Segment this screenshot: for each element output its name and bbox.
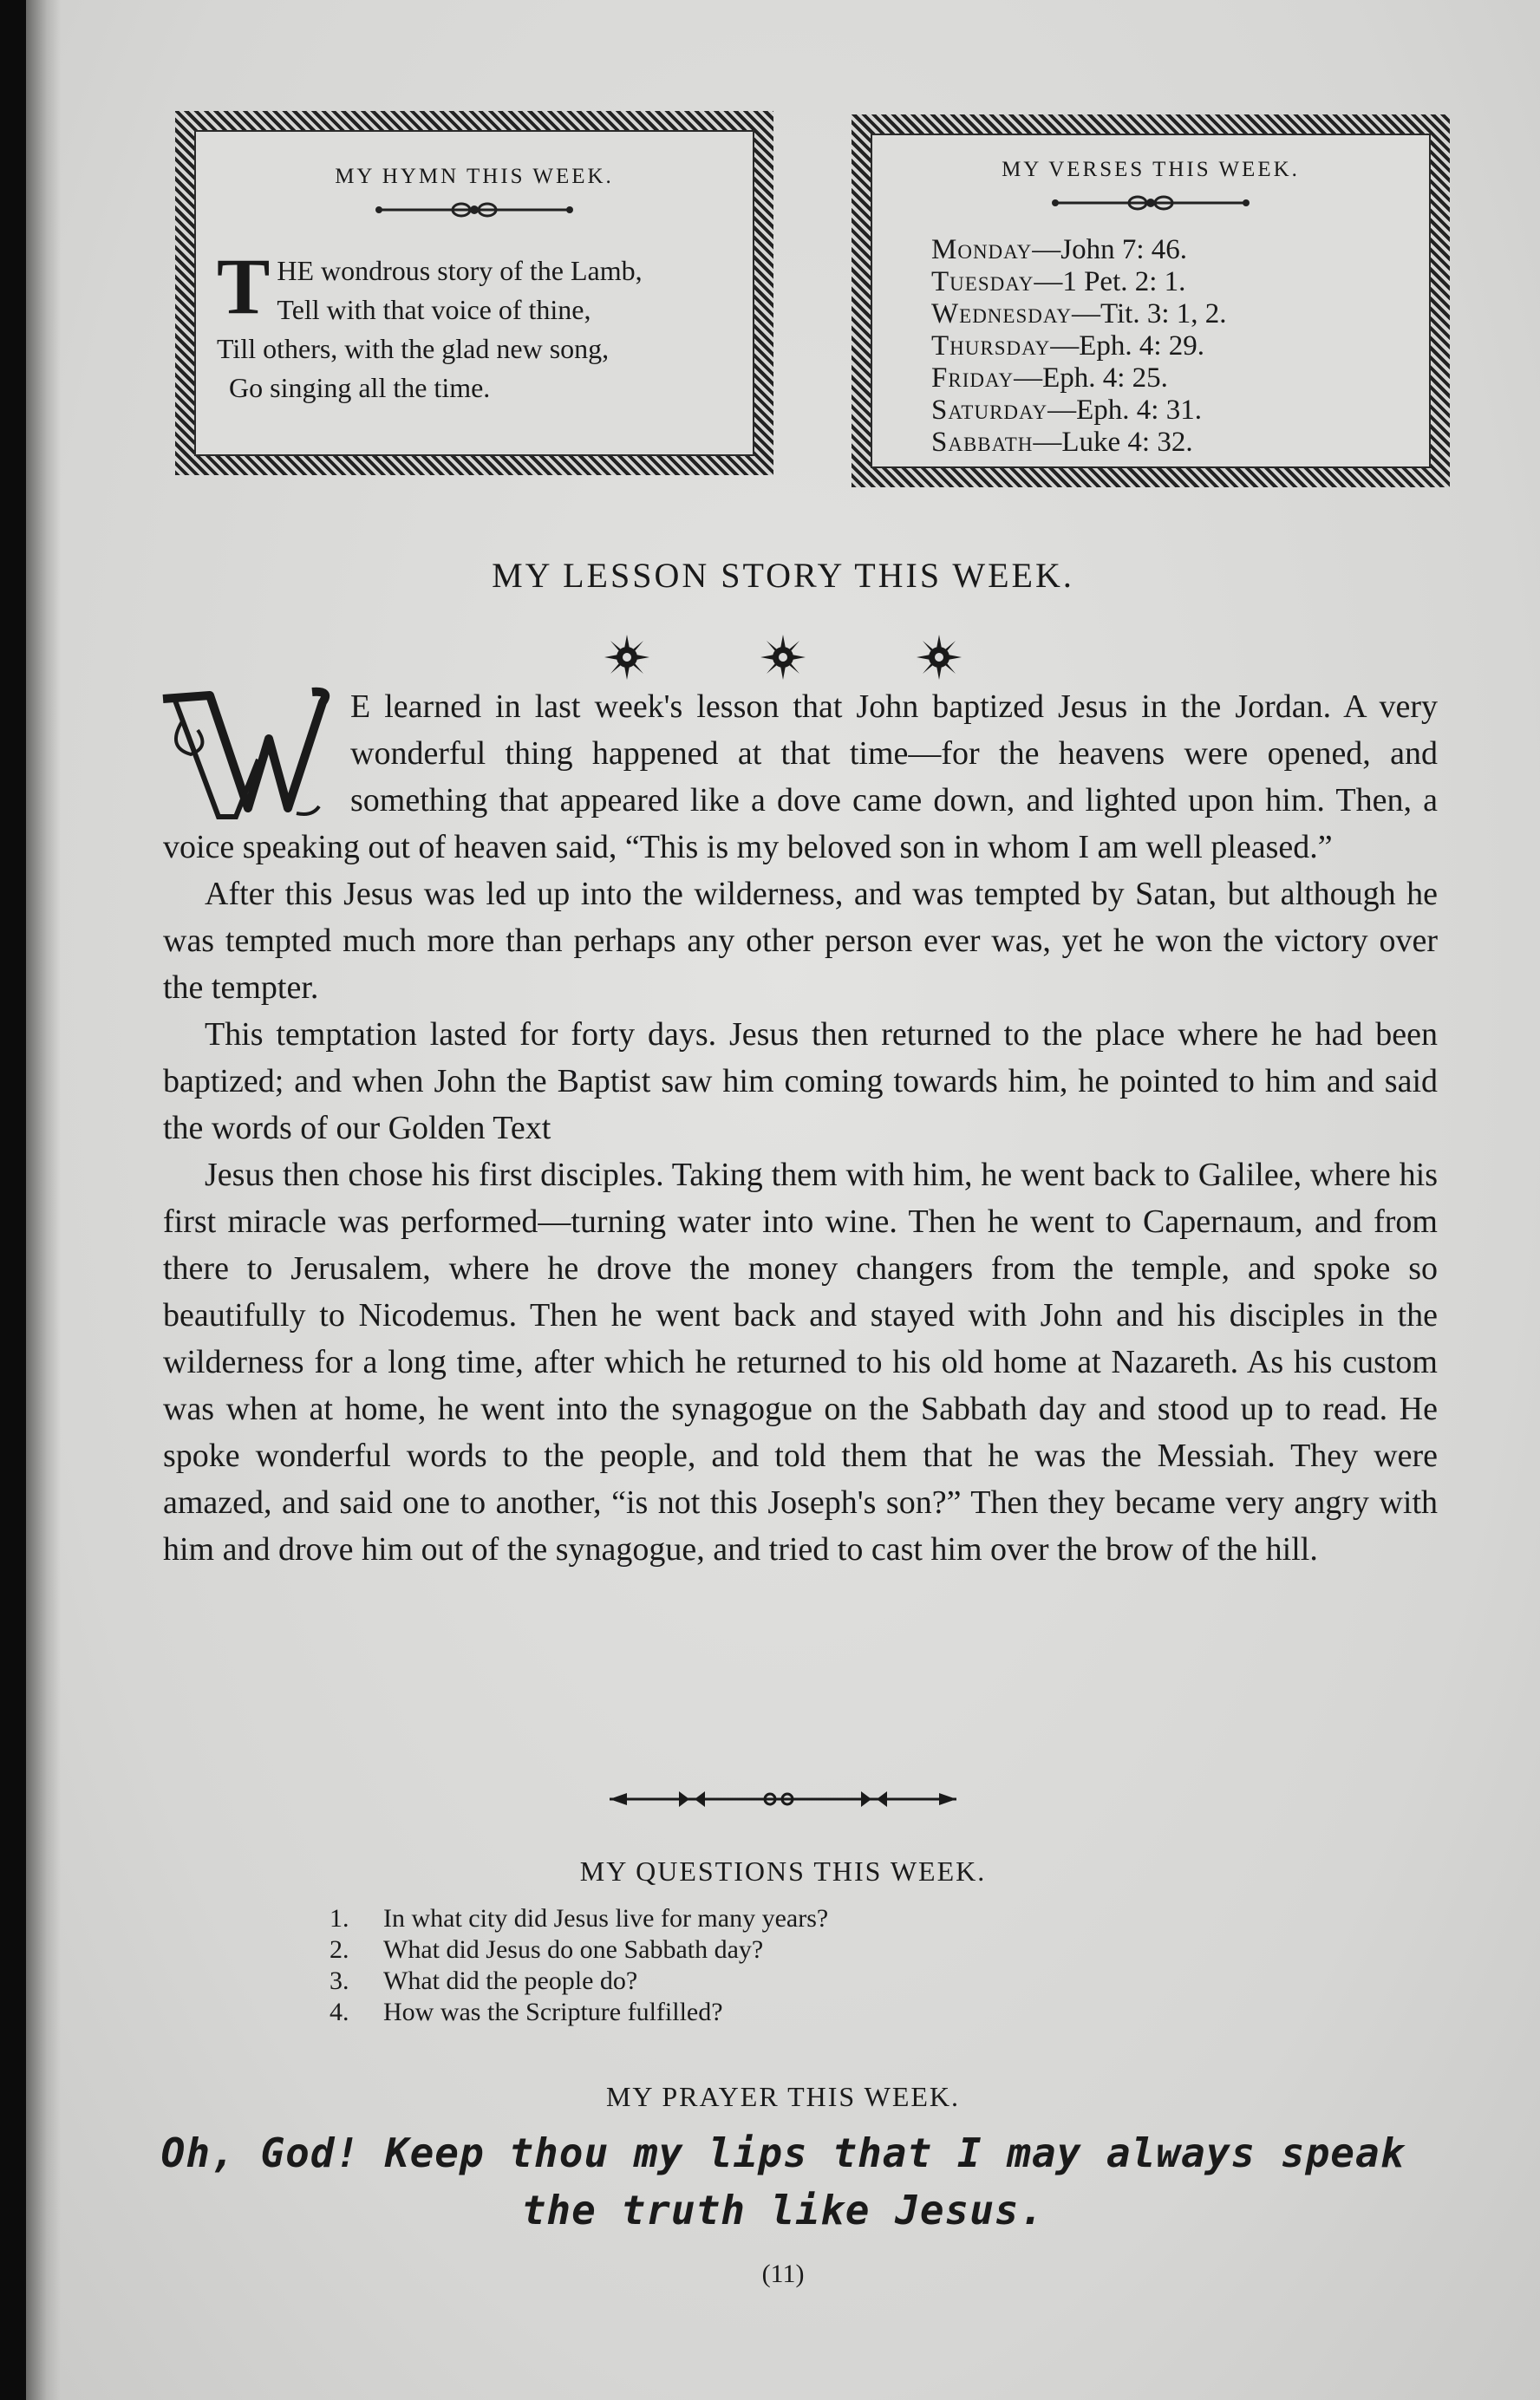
- divider-ornament: [26, 1786, 1540, 1816]
- verse-day: Friday: [931, 362, 1015, 394]
- verse-ref: —Eph. 4: 29.: [1050, 330, 1205, 362]
- question-item: [330, 1934, 828, 1966]
- verses-title: MY VERSES THIS WEEK.: [1002, 158, 1300, 181]
- verse-row: [931, 427, 1227, 459]
- hymn-line: Go singing all the time.: [229, 372, 491, 403]
- verse-day: Tuesday: [931, 266, 1034, 297]
- verse-ref: —Eph. 4: 25.: [1014, 362, 1168, 394]
- hymn-line: Tell with that voice of thine,: [277, 294, 591, 325]
- verse-row: [931, 266, 1227, 298]
- divider-icon: [601, 1786, 965, 1812]
- verse-day: Sabbath: [931, 427, 1034, 458]
- question-number: 3.: [330, 1966, 349, 1995]
- verse-ref: —Tit. 3: 1, 2.: [1071, 298, 1227, 329]
- verse-row: [931, 395, 1227, 427]
- dropcap-w-letter: [158, 687, 338, 824]
- lesson-paragraph: Jesus then chose his first disciples. Taking them with him, he went back to Galilee, where his first miracle was performed—turning water into wine. Then he went to Capernaum, and from there to Jerusalem, where he drove the money changers from the temple, and spoke so beautifully to Nicodemus. Then he went back and stayed with John and his disciples in the wilderness for a long time, after which he returned to his old home at Nazareth. As his custom was when at home, he went into the synagogue on the Sabbath day and stood up to read. He spoke wonderful words to the people, and told them that he was the Messiah. They were amazed, and said one to another, “is not this Joseph's son?” Then they became very angry with him and drove him out of the synagogue, and tried to cast him over the brow of the hill.: [163, 1157, 1438, 1568]
- lesson-paragraph: E learned in last week's lesson that John baptized Jesus in the Jordan. A very wonderful thing happened at that time—for the heavens were opened, and something that appeared like a dove came down, and lighted upon him. Then, a voice speaking out of heaven said, “This is my beloved son in whom I am well pleased.”: [163, 688, 1438, 865]
- question-number: 1.: [330, 1904, 349, 1933]
- verse-ref: —Luke 4: 32.: [1033, 427, 1193, 458]
- page-number: (11): [761, 2260, 805, 2288]
- question-item: [330, 1966, 828, 1997]
- question-item: [330, 1903, 828, 1934]
- prayer-line: Oh, God! Keep thou my lips that I may always speak: [160, 2129, 1406, 2176]
- questions-title: MY QUESTIONS THIS WEEK.: [579, 1855, 987, 1887]
- verse-row: [931, 298, 1227, 330]
- verse-ref: —1 Pet. 2: 1.: [1034, 266, 1186, 297]
- questions-list: [330, 1903, 828, 2028]
- verse-row: [931, 330, 1227, 362]
- lesson-story: [163, 683, 1438, 1573]
- hymn-line: Till others, with the glad new song,: [217, 333, 610, 364]
- hymn-title: MY HYMN THIS WEEK.: [335, 165, 614, 188]
- verse-row: [931, 362, 1227, 395]
- prayer-line: the truth like Jesus.: [521, 2187, 1045, 2234]
- lesson-title: MY LESSON STORY THIS WEEK.: [492, 556, 1074, 595]
- verses-list: [931, 234, 1227, 459]
- hymn-line: HE wondrous story of the Lamb,: [277, 255, 643, 286]
- verse-day: Thursday: [931, 330, 1051, 362]
- hymn-box: [175, 111, 773, 475]
- star-icon: [759, 633, 807, 682]
- verse-day: Saturday: [931, 395, 1048, 426]
- verse-day: Monday: [931, 234, 1033, 265]
- question-number: 2.: [330, 1935, 349, 1964]
- star-icon: [603, 633, 651, 682]
- verse-day: Wednesday: [931, 298, 1072, 329]
- book-page: [26, 0, 1540, 2400]
- page-edge-shadow: [26, 0, 61, 2400]
- question-text: What did the people do?: [383, 1966, 638, 1995]
- question-text: How was the Scripture fulfilled?: [383, 1998, 723, 2026]
- lesson-paragraph: After this Jesus was led up into the wilderness, and was tempted by Satan, but although he was tempted much more than perhaps any other person ever was, yet he won the victory over the tempter.: [163, 876, 1438, 1006]
- question-text: What did Jesus do one Sabbath day?: [383, 1935, 764, 1964]
- verse-row: [931, 234, 1227, 266]
- prayer-title: MY PRAYER THIS WEEK.: [605, 2081, 961, 2112]
- verse-ref: —John 7: 46.: [1032, 234, 1188, 265]
- star-icon: [915, 633, 963, 682]
- star-ornaments: [26, 633, 1540, 686]
- hymn-dropcap: T: [217, 242, 271, 330]
- prayer-text: [26, 2124, 1540, 2239]
- lesson-paragraph: This temptation lasted for forty days. Jesus then returned to the place where he had been baptized; and when John the Baptist saw him coming towards him, he pointed to him and said the words of our Golden Text: [163, 1016, 1438, 1146]
- hymn-text: [217, 242, 737, 408]
- verses-box: [852, 114, 1450, 487]
- verse-ref: —Eph. 4: 31.: [1047, 395, 1202, 426]
- question-number: 4.: [330, 1998, 349, 2026]
- question-text: In what city did Jesus live for many years?: [383, 1904, 829, 1933]
- question-item: [330, 1997, 828, 2028]
